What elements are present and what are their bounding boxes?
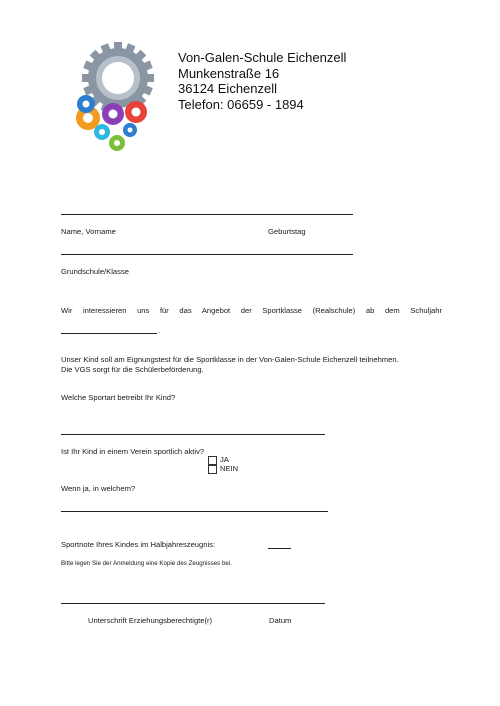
school-class-label: Grundschule/Klasse — [61, 267, 129, 276]
no-checkbox[interactable] — [208, 465, 217, 474]
signature-label: Unterschrift Erziehungsberechtigte(r) — [88, 616, 213, 625]
date-label: Datum — [269, 616, 292, 625]
school-street: Munkenstraße 16 — [178, 65, 280, 81]
school-address-block — [178, 50, 346, 112]
school-logo — [70, 40, 160, 160]
aptitude-test-text: Unser Kind soll am Eignungstest für die Sportklasse in der Von-Galen-Schule Eichenzell teilnehmen. — [61, 355, 399, 364]
yes-label: JA — [220, 455, 229, 464]
school-city: 36124 Eichenzell — [178, 81, 278, 96]
sport-answer-line[interactable] — [61, 434, 325, 435]
name-label: Name, Vorname — [61, 227, 116, 236]
gears-logo-icon — [70, 40, 160, 160]
club-question: Ist Ihr Kind in einem Verein sportlich aktiv? — [61, 447, 205, 456]
certificate-note: Bitte legen Sie der Anmeldung eine Kopie des Zeugnisses bei. — [61, 560, 232, 567]
signature-line[interactable] — [61, 603, 325, 604]
birthday-label: Geburtstag — [268, 227, 306, 236]
school-phone: Telefon: 06659 - 1894 — [178, 96, 304, 112]
school-year-line[interactable] — [61, 333, 157, 334]
yes-checkbox[interactable] — [208, 456, 217, 465]
school-year-period: . — [158, 326, 161, 335]
sport-grade-label: Sportnote Ihres Kindes im Halbjahreszeugnis: — [61, 540, 216, 549]
school-class-line[interactable] — [61, 254, 353, 255]
which-club-line[interactable] — [61, 511, 328, 512]
transport-text: Die VGS sorgt für die Schülerbeförderung. — [61, 365, 204, 374]
sport-grade-line[interactable] — [268, 548, 291, 549]
school-name: Von-Galen-Schule Eichenzell — [178, 50, 347, 65]
no-label: NEIN — [220, 464, 239, 473]
sport-question: Welche Sportart betreibt Ihr Kind? — [61, 393, 176, 402]
which-club-question: Wenn ja, in welchem? — [61, 484, 136, 493]
interest-sentence: Wir interessieren uns für das Angebot der Sportklasse (Realschule) ab dem Schuljahr — [61, 306, 442, 315]
name-signature-line[interactable] — [61, 214, 353, 215]
